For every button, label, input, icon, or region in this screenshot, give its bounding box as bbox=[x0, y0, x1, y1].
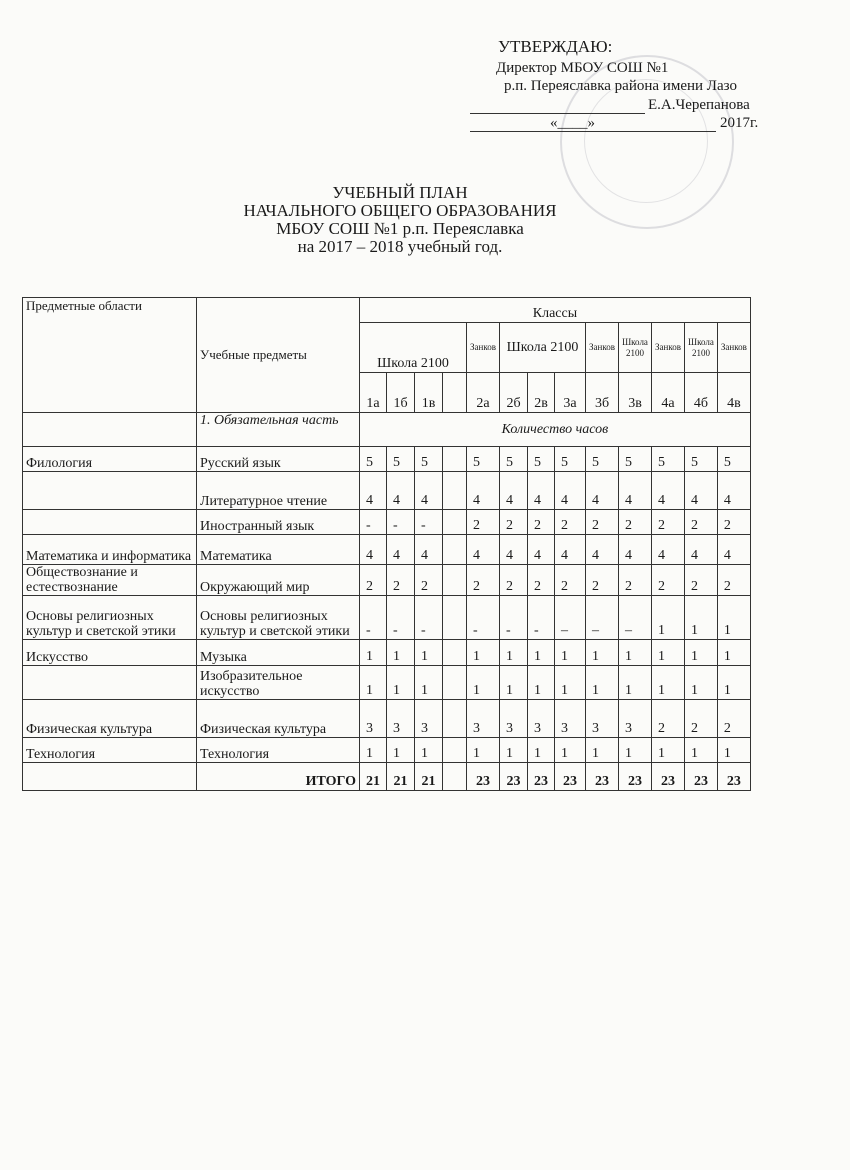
total-empty-cell bbox=[23, 763, 197, 791]
table-row bbox=[23, 510, 751, 535]
total-cell: 23 bbox=[717, 763, 750, 791]
total-cell: 23 bbox=[500, 763, 528, 791]
header-areas: Предметные области bbox=[23, 298, 197, 413]
hours-cell: - bbox=[415, 510, 443, 535]
hours-cell: 4 bbox=[555, 535, 586, 565]
signature-name: Е.А.Черепанова bbox=[648, 97, 750, 113]
hours-cell: 1 bbox=[528, 738, 555, 763]
table-row bbox=[23, 447, 751, 472]
hours-cell: 4 bbox=[528, 472, 555, 510]
signature-line bbox=[470, 97, 645, 114]
hours-cell: 5 bbox=[528, 447, 555, 472]
hours-cell: - bbox=[360, 510, 387, 535]
hours-cell: 1 bbox=[555, 640, 586, 666]
hours-cell: 2 bbox=[685, 510, 718, 535]
hours-cell: 2 bbox=[652, 510, 685, 535]
table-row bbox=[23, 640, 751, 666]
hours-cell: 2 bbox=[685, 700, 718, 738]
table-row bbox=[23, 535, 751, 565]
hours-cell: 4 bbox=[387, 472, 415, 510]
hours-cell: 5 bbox=[717, 447, 750, 472]
hours-cell: 3 bbox=[415, 700, 443, 738]
hours-cell: 1 bbox=[415, 738, 443, 763]
hours-cell: 1 bbox=[652, 596, 685, 640]
hours-cell: 1 bbox=[685, 596, 718, 640]
hours-cell: 2 bbox=[586, 565, 619, 596]
subject-name: Изобразительное искусство bbox=[197, 666, 360, 700]
hours-cell: 4 bbox=[586, 535, 619, 565]
hours-cell: 4 bbox=[528, 535, 555, 565]
hours-cell: - bbox=[387, 510, 415, 535]
hours-cell: 1 bbox=[717, 596, 750, 640]
hours-cell: 2 bbox=[619, 510, 652, 535]
subject-name: Основы религиозных культур и светской этики bbox=[197, 596, 360, 640]
gap-cell bbox=[443, 535, 467, 565]
program-zankov-4: Занков bbox=[717, 323, 750, 373]
table-row bbox=[23, 565, 751, 596]
hours-cell: 2 bbox=[528, 565, 555, 596]
hours-cell: 2 bbox=[415, 565, 443, 596]
subject-area bbox=[23, 666, 197, 700]
total-cell: 23 bbox=[619, 763, 652, 791]
class-header-3: 2а bbox=[467, 373, 500, 413]
hours-cell: 3 bbox=[467, 700, 500, 738]
date-quote: «____» bbox=[550, 115, 595, 131]
hours-cell: 1 bbox=[500, 738, 528, 763]
hours-cell: 4 bbox=[467, 472, 500, 510]
class-header-11: 4в bbox=[717, 373, 750, 413]
hours-cell: 1 bbox=[387, 738, 415, 763]
subject-area: Основы религиозных культур и светской этики bbox=[23, 596, 197, 640]
subject-area: Технология bbox=[23, 738, 197, 763]
hours-cell: - bbox=[415, 596, 443, 640]
hours-cell: - bbox=[387, 596, 415, 640]
gap-cell bbox=[443, 763, 467, 791]
hours-cell: 1 bbox=[619, 640, 652, 666]
subject-name: Технология bbox=[197, 738, 360, 763]
gap-cell bbox=[443, 700, 467, 738]
hours-cell: 1 bbox=[555, 666, 586, 700]
total-cell: 23 bbox=[467, 763, 500, 791]
hours-cell: 2 bbox=[619, 565, 652, 596]
table-row bbox=[23, 700, 751, 738]
gap-cell bbox=[443, 596, 467, 640]
hours-cell: 3 bbox=[528, 700, 555, 738]
approval-title: УТВЕРЖДАЮ: bbox=[498, 37, 613, 56]
heading-line-1: УЧЕБНЫЙ ПЛАН bbox=[332, 183, 468, 202]
hours-cell: 1 bbox=[528, 640, 555, 666]
document-heading bbox=[150, 184, 650, 256]
subject-name: Физическая культура bbox=[197, 700, 360, 738]
hours-cell: 5 bbox=[555, 447, 586, 472]
total-cell: 21 bbox=[360, 763, 387, 791]
class-header-7: 3б bbox=[586, 373, 619, 413]
hours-cell: 5 bbox=[586, 447, 619, 472]
heading-line-4: на 2017 – 2018 учебный год. bbox=[297, 237, 503, 256]
hours-cell: 4 bbox=[717, 472, 750, 510]
hours-cell: 2 bbox=[555, 565, 586, 596]
hours-cell: 4 bbox=[685, 472, 718, 510]
hours-cell: 1 bbox=[415, 640, 443, 666]
gap-cell bbox=[443, 510, 467, 535]
hours-cell: 3 bbox=[619, 700, 652, 738]
class-header-2: 1в bbox=[415, 373, 443, 413]
hours-cell: 4 bbox=[500, 535, 528, 565]
hours-cell: 4 bbox=[652, 535, 685, 565]
hours-cell: 5 bbox=[360, 447, 387, 472]
header-classes: Классы bbox=[360, 298, 751, 323]
subject-name: Математика bbox=[197, 535, 360, 565]
hours-cell: 1 bbox=[415, 666, 443, 700]
total-cell: 23 bbox=[555, 763, 586, 791]
heading-line-3: МБОУ СОШ №1 р.п. Переяславка bbox=[276, 219, 524, 238]
hours-cell: 1 bbox=[467, 640, 500, 666]
subject-area bbox=[23, 510, 197, 535]
class-header-8: 3в bbox=[619, 373, 652, 413]
hours-cell: 4 bbox=[360, 472, 387, 510]
hours-cell: 5 bbox=[467, 447, 500, 472]
hours-cell: 1 bbox=[467, 666, 500, 700]
hours-cell: - bbox=[360, 596, 387, 640]
hours-cell: 4 bbox=[685, 535, 718, 565]
hours-cell: – bbox=[586, 596, 619, 640]
hours-cell: 1 bbox=[685, 640, 718, 666]
hours-cell: 1 bbox=[652, 666, 685, 700]
class-header-6: 3а bbox=[555, 373, 586, 413]
subject-area bbox=[23, 472, 197, 510]
hours-cell: 5 bbox=[685, 447, 718, 472]
hours-cell: – bbox=[619, 596, 652, 640]
mandatory-area-cell bbox=[23, 413, 197, 447]
hours-cell: 3 bbox=[387, 700, 415, 738]
subject-name: Русский язык bbox=[197, 447, 360, 472]
hours-cell: 1 bbox=[360, 666, 387, 700]
subject-area: Обществознание и естествознание bbox=[23, 565, 197, 596]
hours-cell: 2 bbox=[717, 565, 750, 596]
program-school-2100-1: Школа 2100 bbox=[360, 323, 467, 373]
hours-cell: 1 bbox=[387, 666, 415, 700]
program-zankov-2: Занков bbox=[586, 323, 619, 373]
total-cell: 23 bbox=[652, 763, 685, 791]
hours-cell: 1 bbox=[619, 738, 652, 763]
hours-cell: 2 bbox=[528, 510, 555, 535]
total-cell: 21 bbox=[415, 763, 443, 791]
hours-cell: - bbox=[500, 596, 528, 640]
hours-cell: 1 bbox=[528, 666, 555, 700]
gap-cell bbox=[443, 472, 467, 510]
hours-cell: 1 bbox=[652, 640, 685, 666]
hours-cell: 2 bbox=[717, 700, 750, 738]
table-row bbox=[23, 666, 751, 700]
hours-cell: 1 bbox=[619, 666, 652, 700]
program-school-2100-4: Школа 2100 bbox=[685, 323, 718, 373]
hours-cell: 3 bbox=[360, 700, 387, 738]
header-subjects: Учебные предметы bbox=[197, 298, 360, 413]
hours-cell: 4 bbox=[387, 535, 415, 565]
hours-cell: 2 bbox=[467, 510, 500, 535]
hours-cell: 5 bbox=[387, 447, 415, 472]
approval-line-2: р.п. Переяславка района имени Лазо bbox=[504, 78, 737, 94]
subject-area: Математика и информатика bbox=[23, 535, 197, 565]
hours-cell: 1 bbox=[717, 640, 750, 666]
hours-cell: 1 bbox=[360, 640, 387, 666]
hours-cell: 1 bbox=[717, 666, 750, 700]
program-zankov-3: Занков bbox=[652, 323, 685, 373]
hours-cell: 2 bbox=[685, 565, 718, 596]
hours-cell: 1 bbox=[717, 738, 750, 763]
hours-cell: - bbox=[528, 596, 555, 640]
hours-cell: 4 bbox=[415, 535, 443, 565]
hours-cell: - bbox=[467, 596, 500, 640]
class-header-9: 4а bbox=[652, 373, 685, 413]
hours-cell: 1 bbox=[652, 738, 685, 763]
hours-cell: 2 bbox=[500, 565, 528, 596]
heading-line-2: НАЧАЛЬНОГО ОБЩЕГО ОБРАЗОВАНИЯ bbox=[243, 201, 557, 220]
approval-year: 2017г. bbox=[720, 115, 759, 131]
program-school-2100-3: Школа 2100 bbox=[619, 323, 652, 373]
class-header-5: 2в bbox=[528, 373, 555, 413]
hours-cell: 3 bbox=[555, 700, 586, 738]
total-cell: 23 bbox=[586, 763, 619, 791]
hours-cell: 2 bbox=[555, 510, 586, 535]
hours-cell: 1 bbox=[387, 640, 415, 666]
gap-cell bbox=[443, 738, 467, 763]
table-row bbox=[23, 596, 751, 640]
hours-cell: 1 bbox=[500, 666, 528, 700]
hours-cell: 1 bbox=[500, 640, 528, 666]
class-header-1: 1б bbox=[387, 373, 415, 413]
subject-name: Иностранный язык bbox=[197, 510, 360, 535]
hours-cell: 4 bbox=[555, 472, 586, 510]
hours-cell: 1 bbox=[555, 738, 586, 763]
table-row bbox=[23, 472, 751, 510]
total-cell: 23 bbox=[685, 763, 718, 791]
hours-cell: 2 bbox=[586, 510, 619, 535]
hours-cell: 4 bbox=[619, 535, 652, 565]
total-row bbox=[23, 763, 751, 791]
hours-cell: 1 bbox=[360, 738, 387, 763]
hours-cell: 5 bbox=[415, 447, 443, 472]
gap-cell bbox=[443, 373, 467, 413]
hours-cell: 4 bbox=[717, 535, 750, 565]
hours-cell: 1 bbox=[685, 666, 718, 700]
class-header-4: 2б bbox=[500, 373, 528, 413]
program-school-2100-2: Школа 2100 bbox=[500, 323, 586, 373]
table-row bbox=[23, 738, 751, 763]
subject-area: Искусство bbox=[23, 640, 197, 666]
gap-cell bbox=[443, 640, 467, 666]
hours-cell: 4 bbox=[500, 472, 528, 510]
subject-name: Музыка bbox=[197, 640, 360, 666]
hours-cell: 4 bbox=[586, 472, 619, 510]
total-cell: 23 bbox=[528, 763, 555, 791]
program-zankov-1: Занков bbox=[467, 323, 500, 373]
gap-cell bbox=[443, 666, 467, 700]
curriculum-table bbox=[22, 297, 751, 791]
hours-cell: 2 bbox=[652, 700, 685, 738]
total-cell: 21 bbox=[387, 763, 415, 791]
hours-cell: 2 bbox=[652, 565, 685, 596]
approval-line-1: Директор МБОУ СОШ №1 bbox=[496, 60, 669, 76]
hours-cell: 5 bbox=[652, 447, 685, 472]
hours-cell: 4 bbox=[619, 472, 652, 510]
hours-cell: 1 bbox=[586, 640, 619, 666]
hours-cell: 3 bbox=[586, 700, 619, 738]
hours-cell: 5 bbox=[500, 447, 528, 472]
hours-cell: 1 bbox=[685, 738, 718, 763]
hours-label: Количество часов bbox=[360, 413, 751, 447]
hours-cell: 1 bbox=[586, 666, 619, 700]
hours-cell: 2 bbox=[717, 510, 750, 535]
hours-cell: 1 bbox=[586, 738, 619, 763]
hours-cell: 4 bbox=[415, 472, 443, 510]
mandatory-part-label: 1. Обязательная часть bbox=[197, 413, 360, 447]
class-header-10: 4б bbox=[685, 373, 718, 413]
subject-name: Окружающий мир bbox=[197, 565, 360, 596]
hours-cell: – bbox=[555, 596, 586, 640]
total-label: ИТОГО bbox=[197, 763, 360, 791]
hours-cell: 2 bbox=[500, 510, 528, 535]
hours-cell: 2 bbox=[360, 565, 387, 596]
hours-cell: 5 bbox=[619, 447, 652, 472]
subject-area: Физическая культура bbox=[23, 700, 197, 738]
subject-name: Литературное чтение bbox=[197, 472, 360, 510]
hours-cell: 2 bbox=[387, 565, 415, 596]
hours-cell: 4 bbox=[360, 535, 387, 565]
hours-cell: 2 bbox=[467, 565, 500, 596]
hours-cell: 1 bbox=[467, 738, 500, 763]
gap-cell bbox=[443, 565, 467, 596]
subject-area: Филология bbox=[23, 447, 197, 472]
hours-cell: 4 bbox=[652, 472, 685, 510]
class-header-0: 1а bbox=[360, 373, 387, 413]
hours-cell: 3 bbox=[500, 700, 528, 738]
hours-cell: 4 bbox=[467, 535, 500, 565]
gap-cell bbox=[443, 447, 467, 472]
